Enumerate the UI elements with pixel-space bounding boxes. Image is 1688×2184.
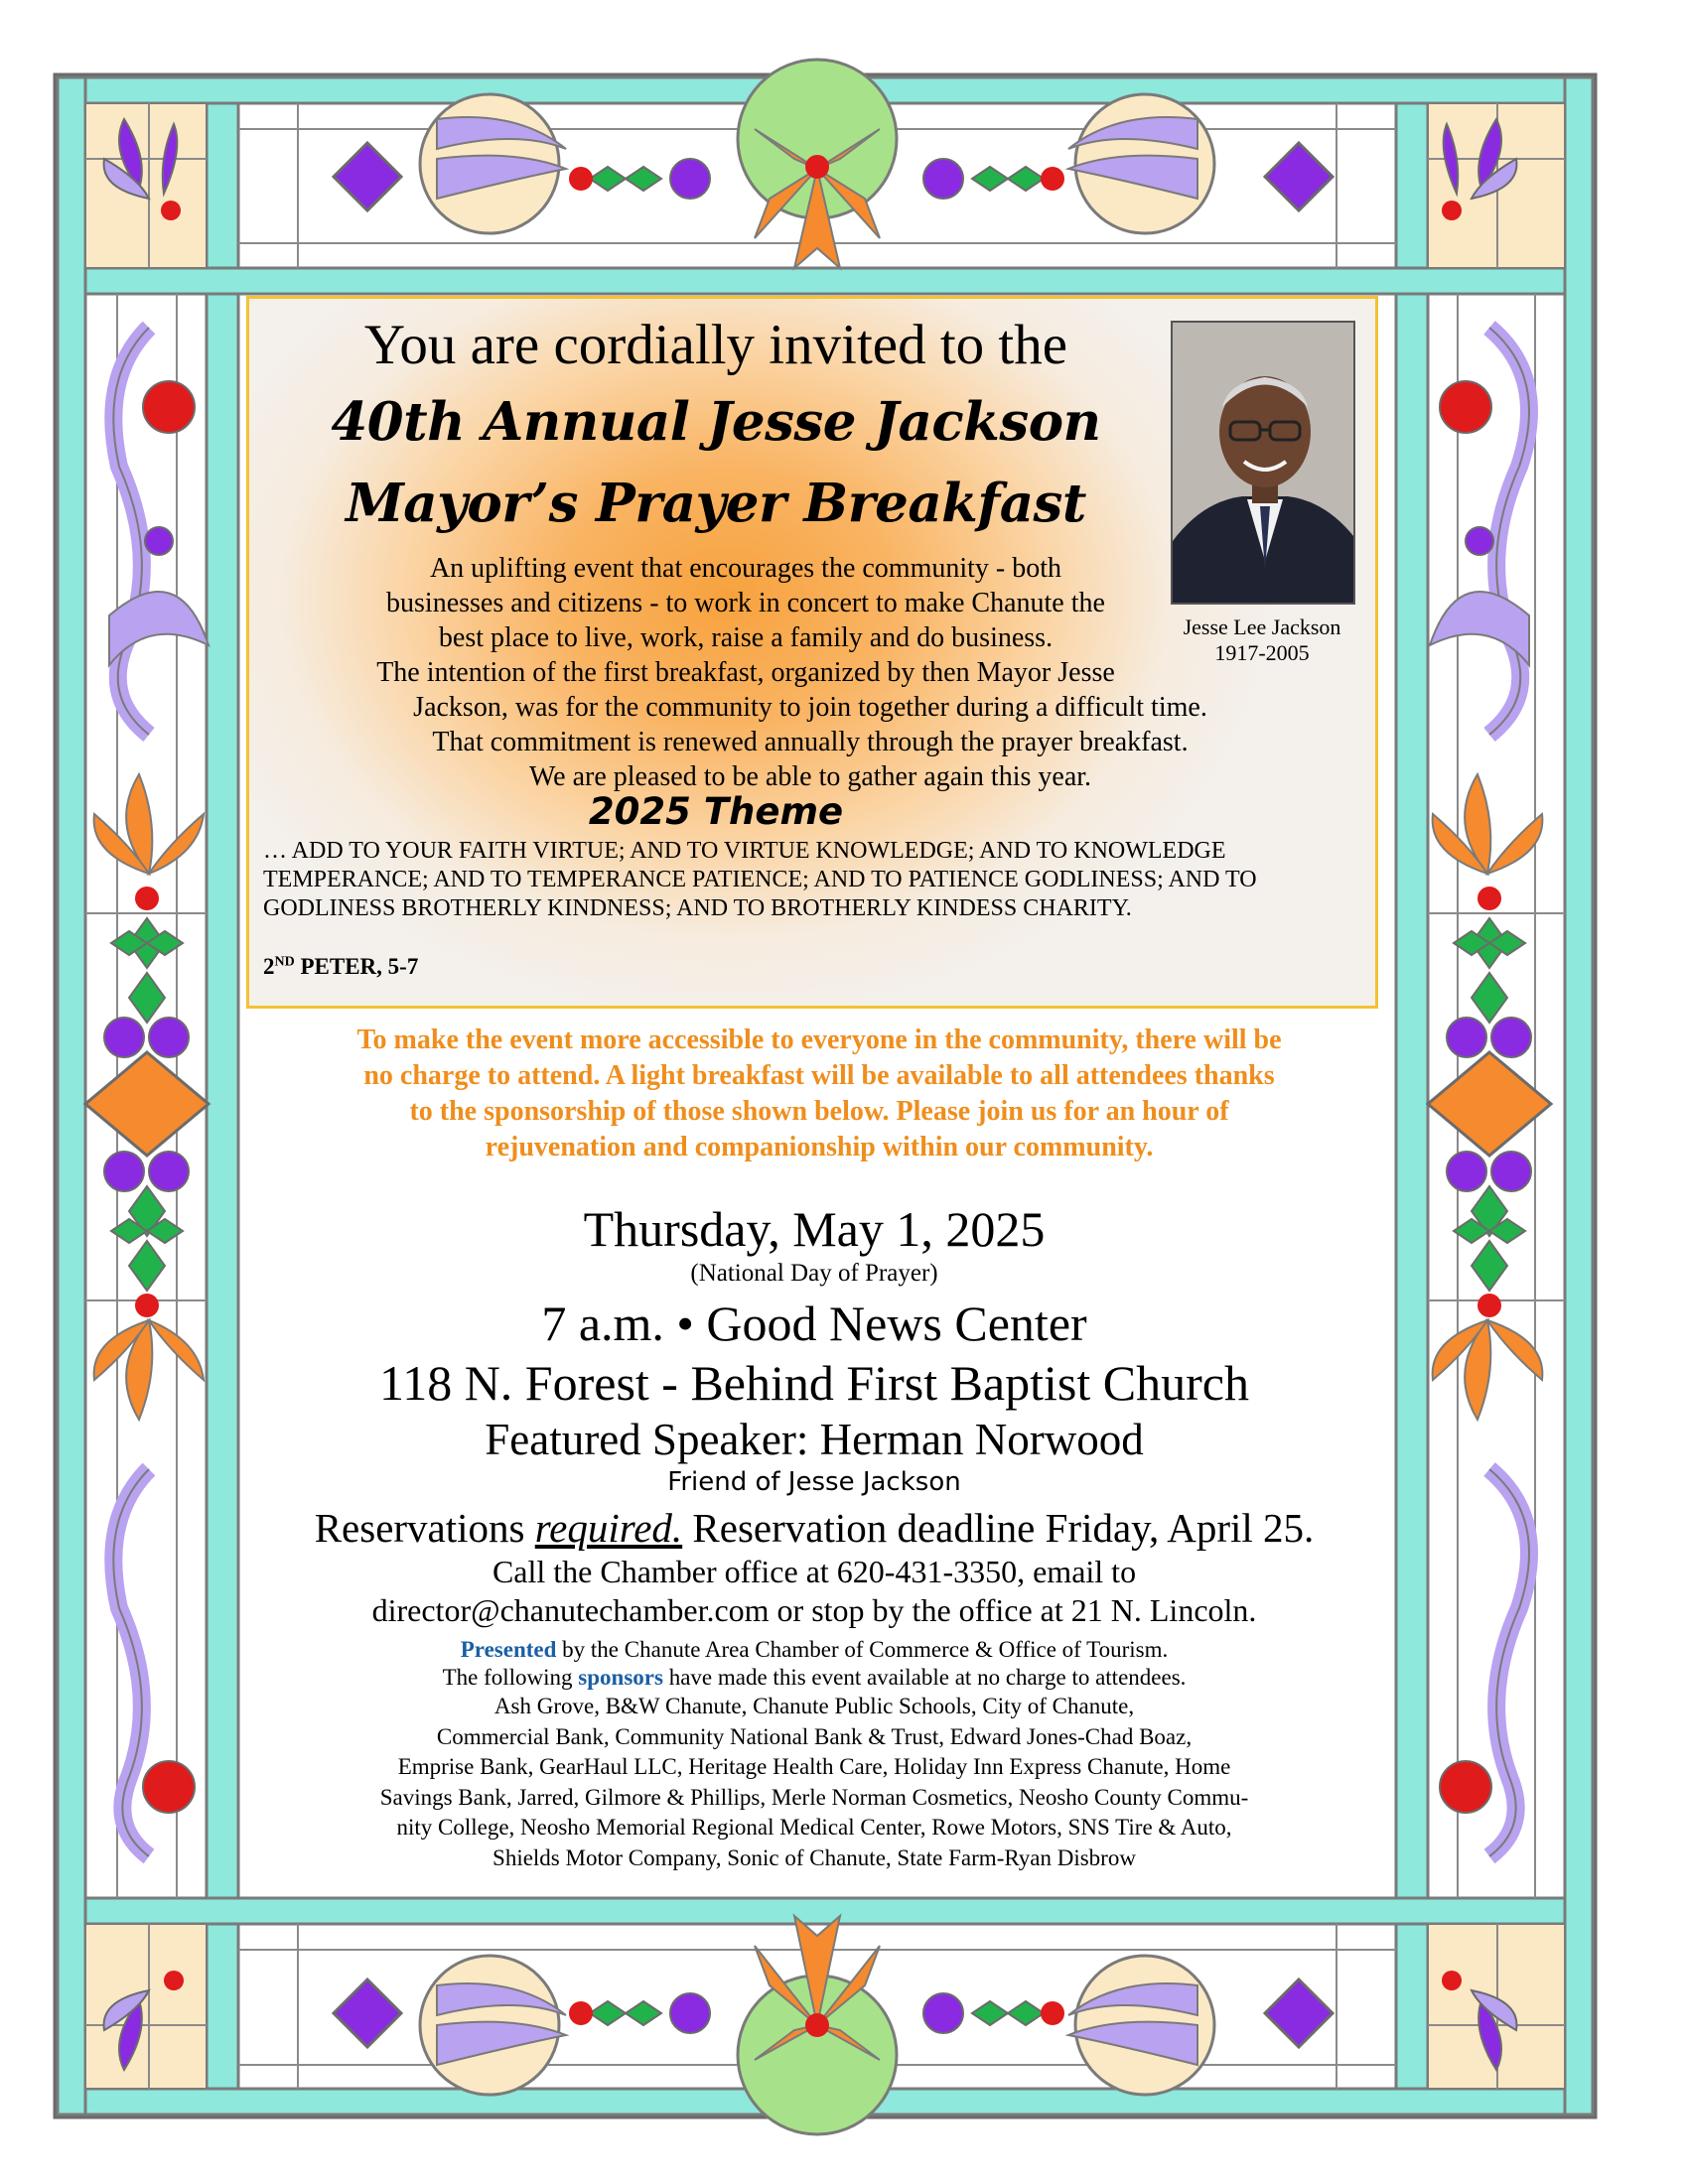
verse-citation: 2ND PETER, 5-7 [263, 954, 419, 979]
speaker-note: Friend of Jesse Jackson [667, 1467, 961, 1497]
description-line: best place to live, work, raise a family and do business. [438, 622, 1054, 653]
portrait-photo [1171, 321, 1355, 605]
description-line: That commitment is renewed annually through the prayer breakfast. [432, 727, 1189, 757]
theme-heading: 2025 Theme [588, 790, 844, 833]
sponsor-line: Commercial Bank, Community National Bank & Trust, Edward Jones-Chad Boaz, [436, 1723, 1193, 1749]
event-address: 118 N. Forest - Behind First Baptist Church [379, 1355, 1249, 1411]
event-date-note: (National Day of Prayer) [690, 1260, 938, 1287]
event-title-line1: 40th Annual Jesse Jackson [331, 391, 1101, 453]
invite-line: You are cordially invited to the [363, 314, 1068, 376]
featured-speaker: Featured Speaker: Herman Norwood [485, 1415, 1144, 1464]
description-line: The intention of the first breakfast, organized by then Mayor Jesse [376, 657, 1115, 688]
description-line: An uplifting event that encourages the community - both [429, 553, 1062, 584]
sponsor-intro: The following sponsors have made this event available at no charge to attendees. [442, 1665, 1187, 1690]
sponsor-line: Savings Bank, Jarred, Gilmore & Phillips, Merle Norman Cosmetics, Neosho County Commu- [379, 1784, 1249, 1810]
description-line: Jackson, was for the community to join together during a difficult time. [413, 692, 1207, 723]
event-time-place: 7 a.m. • Good News Center [541, 1296, 1087, 1351]
description-line: businesses and citizens - to work in concert to make Chanute the [386, 588, 1105, 618]
sponsor-line: Emprise Bank, GearHaul LLC, Heritage Health Care, Holiday Inn Express Chanute, Home [397, 1754, 1231, 1779]
sponsor-list [263, 1692, 1365, 1873]
theme-verse: … ADD TO YOUR FAITH VIRTUE; AND TO VIRTUE KNOWLEDGE; AND TO KNOWLEDGE TEMPERANCE; AND TO TEMPERANCE PATIENCE; AND TO PATIENCE GODLINESS; AND TO GODLINESS BROTHERLY KINDNESS; AND TO BROTHERLY KINDESS CHARITY. [263, 838, 1257, 921]
sponsor-line: Ash Grove, B&W Chanute, Chanute Public Schools, City of Chanute, [493, 1694, 1135, 1718]
email-line: director@chanutechamber.com or stop by the office at 21 N. Lincoln. [371, 1592, 1257, 1628]
event-title-line2: Mayor’s Prayer Breakfast [346, 473, 1086, 534]
event-description [246, 551, 1272, 794]
call-line: Call the Chamber office at 620-431-3350, email to [492, 1554, 1137, 1589]
portrait-caption: Jesse Lee Jackson 1917-2005 [1183, 614, 1341, 665]
event-date: Thursday, May 1, 2025 [583, 1201, 1046, 1257]
invitation-panel [246, 296, 1378, 1009]
reservations-line: Reservations required. Reservation deadline Friday, April 25. [314, 1505, 1315, 1551]
description-line: We are pleased to be able to gather again this year. [528, 761, 1092, 792]
accessibility-note: To make the event more accessible to everyone in the community, there will be no charge to attend. A light breakfast will be available to all attendees thanks to the sponsorship of those shown below. Please join us for an hour of rejuvenation and companionship within our community. [356, 1024, 1282, 1162]
sponsor-line: nity College, Neosho Memorial Regional Medical Center, Rowe Motors, SNS Tire & Auto, [396, 1815, 1232, 1840]
sponsor-line: Shields Motor Company, Sonic of Chanute, State Farm-Ryan Disbrow [492, 1844, 1136, 1870]
presented-by: Presented by the Chanute Area Chamber of Commerce & Office of Tourism. [460, 1637, 1169, 1662]
